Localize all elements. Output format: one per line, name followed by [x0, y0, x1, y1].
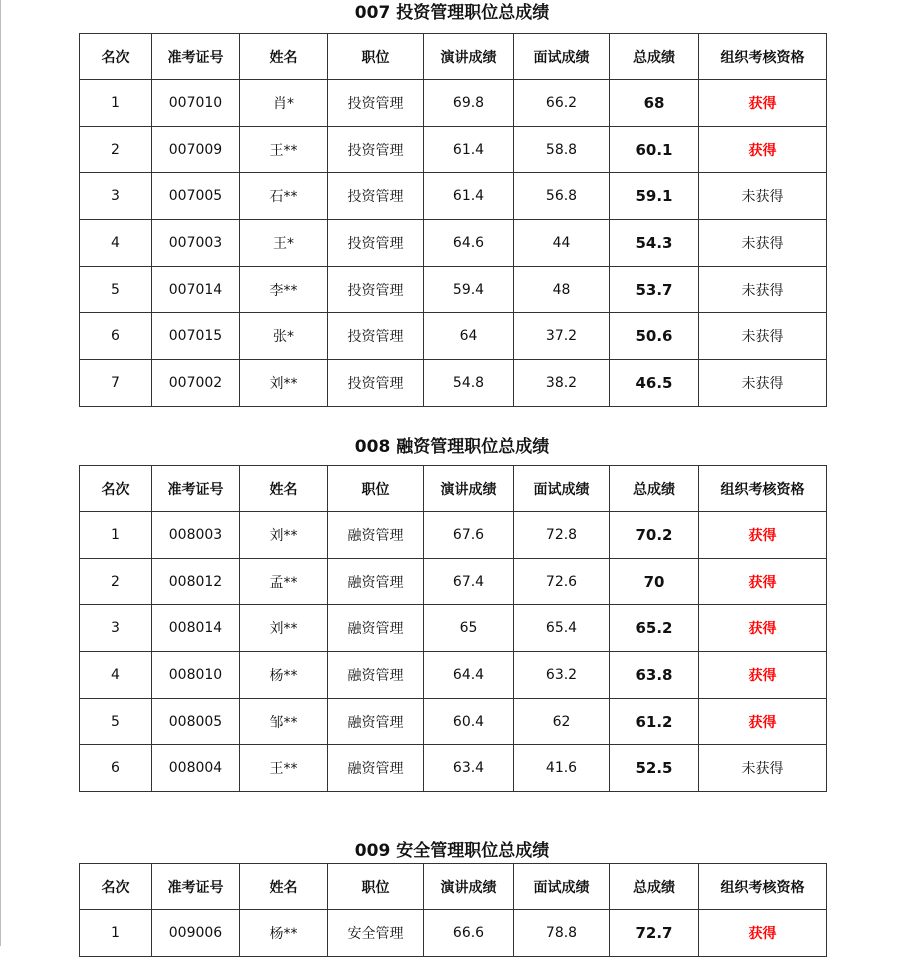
position-cell: 融资管理	[328, 745, 424, 792]
table-row	[80, 910, 827, 957]
name-cell: 刘**	[240, 360, 328, 407]
name-cell: 王**	[240, 126, 328, 173]
header-speech-score: 演讲成绩	[424, 34, 514, 80]
speech-score-cell: 64.4	[424, 652, 514, 699]
section-title: 009 安全管理职位总成绩	[354, 841, 550, 861]
header-position: 职位	[328, 466, 424, 512]
table-row	[80, 698, 827, 745]
interview-score-cell: 38.2	[514, 360, 610, 407]
rank-cell: 1	[80, 910, 152, 957]
name-cell: 王*	[240, 220, 328, 267]
exam-id-cell: 007002	[152, 360, 240, 407]
rank-cell: 3	[80, 173, 152, 220]
interview-score-cell: 66.2	[514, 80, 610, 127]
interview-score-cell: 72.8	[514, 512, 610, 559]
speech-score-cell: 60.4	[424, 698, 514, 745]
table-row	[80, 605, 827, 652]
rank-cell: 6	[80, 313, 152, 360]
exam-id-cell: 008003	[152, 512, 240, 559]
qualification-cell: 获得	[699, 910, 827, 957]
score-table	[79, 863, 827, 957]
exam-id-cell: 007003	[152, 220, 240, 267]
qualification-cell: 获得	[699, 605, 827, 652]
interview-score-cell: 41.6	[514, 745, 610, 792]
name-cell: 杨**	[240, 910, 328, 957]
speech-score-cell: 66.6	[424, 910, 514, 957]
total-score-cell: 59.1	[610, 173, 699, 220]
total-score-cell: 46.5	[610, 360, 699, 407]
rank-cell: 4	[80, 652, 152, 699]
position-cell: 投资管理	[328, 173, 424, 220]
header-interview-score: 面试成绩	[514, 864, 610, 910]
total-score-cell: 72.7	[610, 910, 699, 957]
header-interview-score: 面试成绩	[514, 466, 610, 512]
exam-id-cell: 009006	[152, 910, 240, 957]
qualification-cell: 未获得	[699, 745, 827, 792]
table-body	[80, 80, 827, 407]
rank-cell: 2	[80, 126, 152, 173]
section-title: 007 投资管理职位总成绩	[354, 3, 550, 23]
header-position: 职位	[328, 34, 424, 80]
header-total-score: 总成绩	[610, 34, 699, 80]
interview-score-cell: 44	[514, 220, 610, 267]
table-row	[80, 173, 827, 220]
speech-score-cell: 69.8	[424, 80, 514, 127]
header-name: 姓名	[240, 466, 328, 512]
speech-score-cell: 61.4	[424, 126, 514, 173]
header-name: 姓名	[240, 34, 328, 80]
name-cell: 孟**	[240, 558, 328, 605]
rank-cell: 6	[80, 745, 152, 792]
speech-score-cell: 67.6	[424, 512, 514, 559]
header-position: 职位	[328, 864, 424, 910]
exam-id-cell: 007009	[152, 126, 240, 173]
qualification-cell: 未获得	[699, 266, 827, 313]
table-row	[80, 220, 827, 267]
header-speech-score: 演讲成绩	[424, 466, 514, 512]
table-row	[80, 512, 827, 559]
table-header-row	[80, 34, 827, 80]
rank-cell: 5	[80, 698, 152, 745]
header-total-score: 总成绩	[610, 864, 699, 910]
table-row	[80, 266, 827, 313]
table-row	[80, 80, 827, 127]
rank-cell: 5	[80, 266, 152, 313]
position-cell: 投资管理	[328, 80, 424, 127]
speech-score-cell: 63.4	[424, 745, 514, 792]
name-cell: 石**	[240, 173, 328, 220]
table-row	[80, 126, 827, 173]
speech-score-cell: 54.8	[424, 360, 514, 407]
speech-score-cell: 67.4	[424, 558, 514, 605]
rank-cell: 2	[80, 558, 152, 605]
total-score-cell: 50.6	[610, 313, 699, 360]
rank-cell: 1	[80, 512, 152, 559]
position-cell: 投资管理	[328, 220, 424, 267]
rank-cell: 3	[80, 605, 152, 652]
name-cell: 王**	[240, 745, 328, 792]
exam-id-cell: 008012	[152, 558, 240, 605]
exam-id-cell: 007005	[152, 173, 240, 220]
interview-score-cell: 37.2	[514, 313, 610, 360]
header-rank: 名次	[80, 34, 152, 80]
header-speech-score: 演讲成绩	[424, 864, 514, 910]
interview-score-cell: 63.2	[514, 652, 610, 699]
position-cell: 投资管理	[328, 126, 424, 173]
exam-id-cell: 008010	[152, 652, 240, 699]
qualification-cell: 未获得	[699, 173, 827, 220]
table-body	[80, 910, 827, 957]
qualification-cell: 获得	[699, 512, 827, 559]
header-qualification: 组织考核资格	[699, 34, 827, 80]
name-cell: 邹**	[240, 698, 328, 745]
score-table	[79, 465, 827, 792]
total-score-cell: 70	[610, 558, 699, 605]
total-score-cell: 63.8	[610, 652, 699, 699]
table-header-row	[80, 864, 827, 910]
section-title: 008 融资管理职位总成绩	[354, 437, 550, 457]
header-total-score: 总成绩	[610, 466, 699, 512]
table-row	[80, 745, 827, 792]
table-row	[80, 313, 827, 360]
table-row	[80, 652, 827, 699]
position-cell: 融资管理	[328, 652, 424, 699]
table-header-row	[80, 466, 827, 512]
position-cell: 融资管理	[328, 605, 424, 652]
exam-id-cell: 008004	[152, 745, 240, 792]
speech-score-cell: 64	[424, 313, 514, 360]
page-left-border	[0, 0, 1, 946]
total-score-cell: 60.1	[610, 126, 699, 173]
total-score-cell: 52.5	[610, 745, 699, 792]
speech-score-cell: 64.6	[424, 220, 514, 267]
header-qualification: 组织考核资格	[699, 466, 827, 512]
table-body	[80, 512, 827, 792]
qualification-cell: 获得	[699, 652, 827, 699]
header-interview-score: 面试成绩	[514, 34, 610, 80]
rank-cell: 7	[80, 360, 152, 407]
total-score-cell: 70.2	[610, 512, 699, 559]
qualification-cell: 未获得	[699, 360, 827, 407]
speech-score-cell: 61.4	[424, 173, 514, 220]
exam-id-cell: 008005	[152, 698, 240, 745]
interview-score-cell: 78.8	[514, 910, 610, 957]
name-cell: 张*	[240, 313, 328, 360]
total-score-cell: 61.2	[610, 698, 699, 745]
position-cell: 安全管理	[328, 910, 424, 957]
position-cell: 投资管理	[328, 266, 424, 313]
name-cell: 肖*	[240, 80, 328, 127]
total-score-cell: 54.3	[610, 220, 699, 267]
header-exam-id: 准考证号	[152, 864, 240, 910]
header-exam-id: 准考证号	[152, 34, 240, 80]
position-cell: 投资管理	[328, 360, 424, 407]
exam-id-cell: 007010	[152, 80, 240, 127]
total-score-cell: 65.2	[610, 605, 699, 652]
position-cell: 融资管理	[328, 512, 424, 559]
header-rank: 名次	[80, 864, 152, 910]
score-table	[79, 33, 827, 407]
total-score-cell: 53.7	[610, 266, 699, 313]
qualification-cell: 获得	[699, 558, 827, 605]
qualification-cell: 未获得	[699, 313, 827, 360]
rank-cell: 1	[80, 80, 152, 127]
table-row	[80, 558, 827, 605]
exam-id-cell: 007015	[152, 313, 240, 360]
interview-score-cell: 72.6	[514, 558, 610, 605]
header-exam-id: 准考证号	[152, 466, 240, 512]
qualification-cell: 获得	[699, 698, 827, 745]
qualification-cell: 获得	[699, 126, 827, 173]
interview-score-cell: 65.4	[514, 605, 610, 652]
name-cell: 李**	[240, 266, 328, 313]
interview-score-cell: 48	[514, 266, 610, 313]
speech-score-cell: 65	[424, 605, 514, 652]
qualification-cell: 未获得	[699, 220, 827, 267]
qualification-cell: 获得	[699, 80, 827, 127]
interview-score-cell: 56.8	[514, 173, 610, 220]
exam-id-cell: 007014	[152, 266, 240, 313]
rank-cell: 4	[80, 220, 152, 267]
table-row	[80, 360, 827, 407]
exam-id-cell: 008014	[152, 605, 240, 652]
interview-score-cell: 62	[514, 698, 610, 745]
header-qualification: 组织考核资格	[699, 864, 827, 910]
header-rank: 名次	[80, 466, 152, 512]
total-score-cell: 68	[610, 80, 699, 127]
name-cell: 刘**	[240, 512, 328, 559]
name-cell: 杨**	[240, 652, 328, 699]
header-name: 姓名	[240, 864, 328, 910]
name-cell: 刘**	[240, 605, 328, 652]
position-cell: 融资管理	[328, 558, 424, 605]
speech-score-cell: 59.4	[424, 266, 514, 313]
interview-score-cell: 58.8	[514, 126, 610, 173]
position-cell: 融资管理	[328, 698, 424, 745]
position-cell: 投资管理	[328, 313, 424, 360]
